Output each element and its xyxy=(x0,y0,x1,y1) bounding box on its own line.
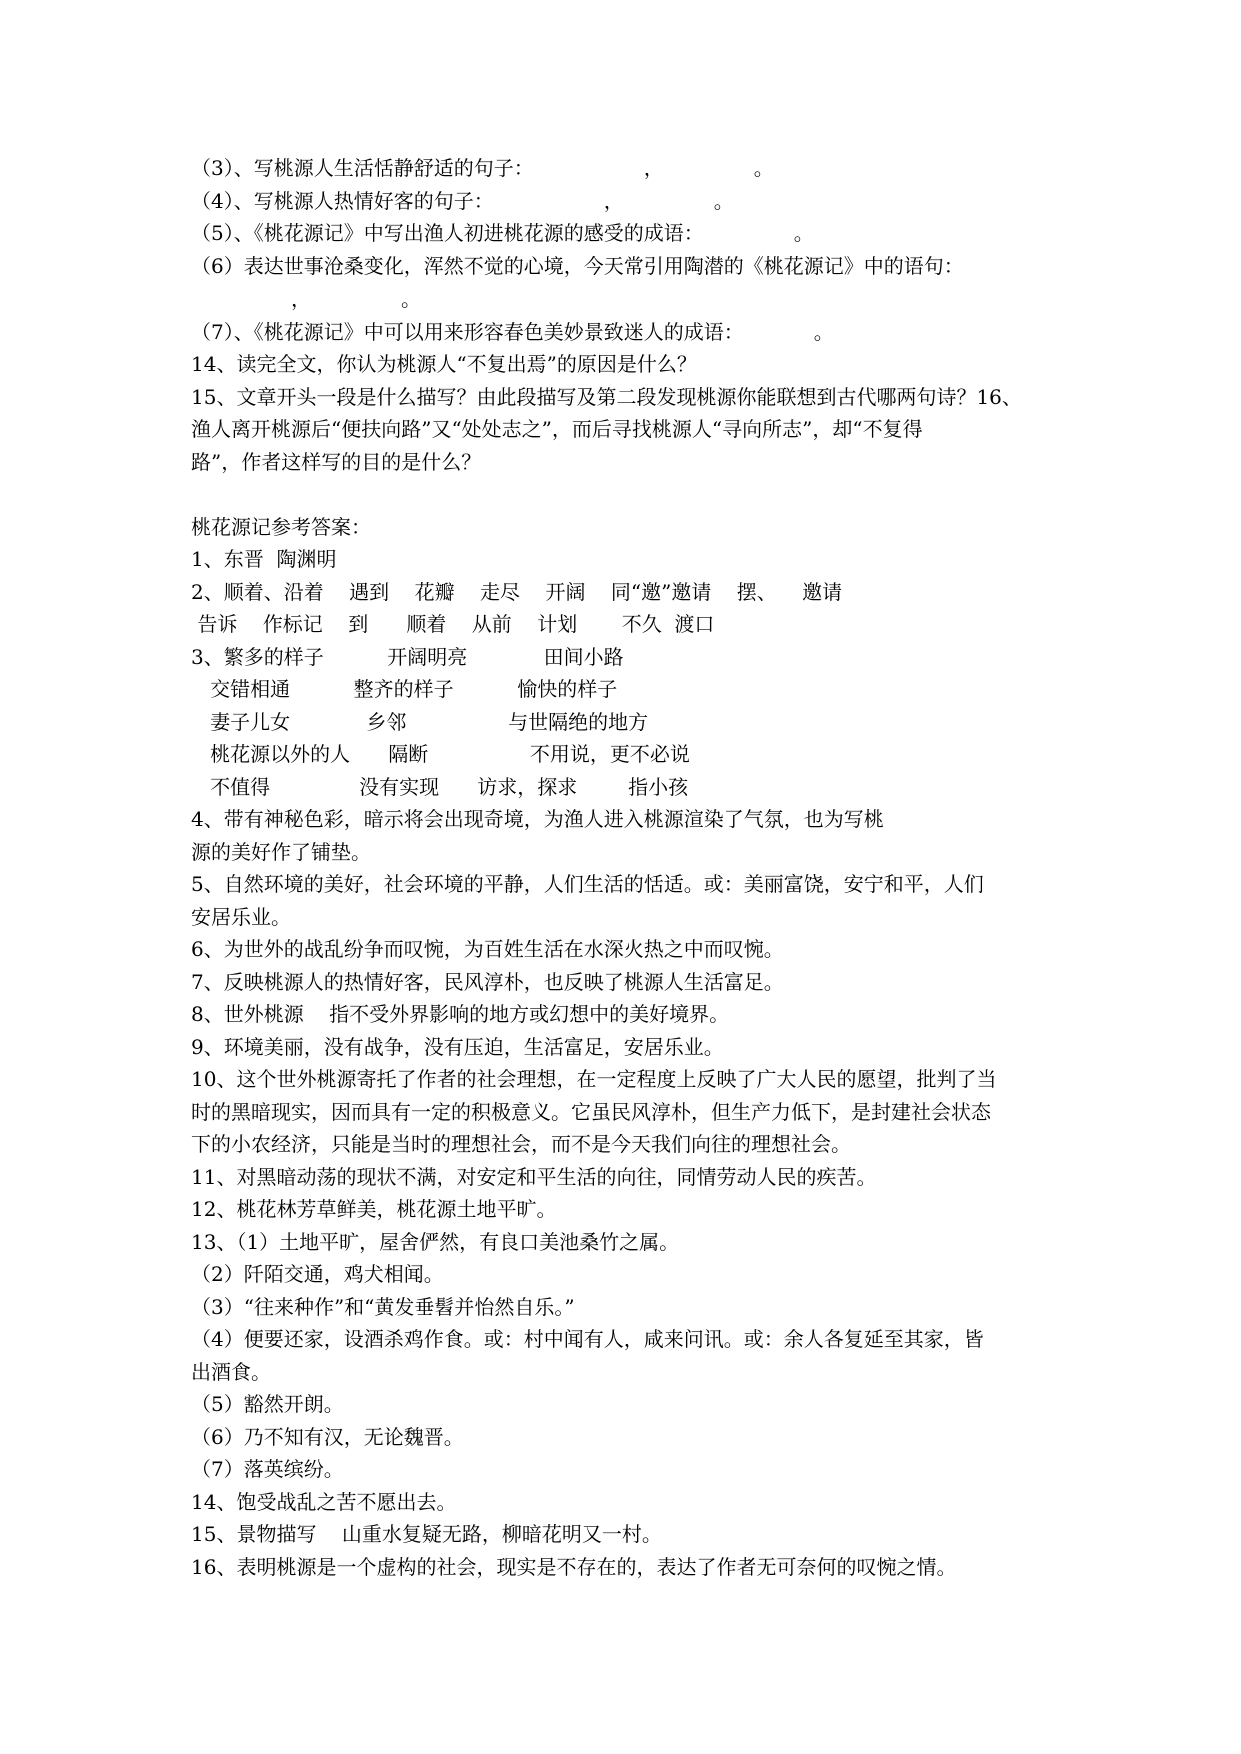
answer-13-2: （2）阡陌交通，鸡犬相闻。 xyxy=(191,1262,444,1286)
answer-7: 7、反映桃源人的热情好客，民风淳朴，也反映了桃源人生活富足。 xyxy=(191,970,784,994)
answer-13-4-line1: （4）便要还家，设酒杀鸡作食。或：村中闻有人，咸来问讯。或：余人各复延至其家，皆 xyxy=(191,1327,984,1351)
answer-13-7: （7）落英缤纷。 xyxy=(191,1457,344,1481)
question-13-4: （4）、写桃源人热情好客的句子： ， 。 xyxy=(191,189,734,213)
answer-11: 11、对黑暗动荡的现状不满，对安定和平生活的向往，同情劳动人民的疾苦。 xyxy=(191,1165,877,1189)
answer-12: 12、桃花林芳草鲜美，桃花源土地平旷。 xyxy=(191,1197,557,1221)
answer-5-line2: 安居乐业。 xyxy=(191,905,291,929)
question-15-line1: 15、文章开头一段是什么描写？由此段描写及第二段发现桃源你能联想到古代哪两句诗？16、 xyxy=(191,385,1022,409)
answer-13-1: 13、（1）土地平旷，屋舍俨然，有良口美池桑竹之属。 xyxy=(191,1230,680,1254)
question-15-line2: 渔人离开桃源后“便扶向路”又“处处志之”，而后寻找桃源人“寻向所志”，却“不复得 xyxy=(191,417,923,441)
question-13-5: （5）、《桃花源记》中写出渔人初进桃花源的感受的成语： 。 xyxy=(191,221,814,245)
answers-title: 桃花源记参考答案： xyxy=(191,515,371,539)
answer-5-line1: 5、自然环境的美好，社会环境的平静，人们生活的恬适。或：美丽富饶，安宁和平，人们 xyxy=(191,872,984,896)
question-14: 14、读完全文，你认为桃源人“不复出焉”的原因是什么？ xyxy=(191,352,697,376)
answer-4-line1: 4、带有神秘色彩，暗示将会出现奇境，为渔人进入桃源渲染了气氛，也为写桃 xyxy=(191,807,884,831)
answer-10-line2: 时的黑暗现实，因而具有一定的积极意义。它虽民风淳朴，但生产力低下，是封建社会状态 xyxy=(191,1100,991,1124)
answer-16: 16、表明桃源是一个虚构的社会，现实是不存在的，表达了作者无可奈何的叹惋之情。 xyxy=(191,1555,957,1579)
answer-13-6: （6）乃不知有汉，无论魏晋。 xyxy=(191,1425,464,1449)
answer-13-3: （3）“往来种作”和“黄发垂髫并怡然自乐。” xyxy=(191,1295,575,1319)
answer-6: 6、为世外的战乱纷争而叹惋，为百姓生活在水深火热之中而叹惋。 xyxy=(191,937,784,961)
question-13-7: （7）、《桃花源记》中可以用来形容春色美妙景致迷人的成语： 。 xyxy=(191,320,834,344)
answer-3-line3: 妻子儿女 乡邻 与世隔绝的地方 xyxy=(191,710,649,734)
answer-3-line1: 3、繁多的样子 开阔明亮 田间小路 xyxy=(191,645,624,669)
answer-3-line2: 交错相通 整齐的样子 愉快的样子 xyxy=(191,677,618,701)
answer-1: 1、东晋 陶渊明 xyxy=(191,547,337,571)
answer-3-line5: 不值得 没有实现 访求，探求 指小孩 xyxy=(191,775,689,799)
answer-10-line1: 10、这个世外桃源寄托了作者的社会理想，在一定程度上反映了广大人民的愿望，批判了当 xyxy=(191,1067,997,1091)
question-13-6-line1: （6）表达世事沧桑变化，浑然不觉的心境，今天常引用陶潜的《桃花源记》中的语句： xyxy=(191,254,964,278)
question-15-line3: 路”，作者这样写的目的是什么？ xyxy=(191,450,482,474)
answer-13-4-line2: 出酒食。 xyxy=(191,1360,271,1384)
question-13-6-line2: ， 。 xyxy=(191,287,421,311)
answer-2-line1: 2、顺着、沿着 遇到 花瓣 走尽 开阔 同“邀”邀请 摆、 邀请 xyxy=(191,580,843,604)
answer-9: 9、环境美丽，没有战争，没有压迫，生活富足，安居乐业。 xyxy=(191,1035,724,1059)
answer-8: 8、世外桃源 指不受外界影响的地方或幻想中的美好境界。 xyxy=(191,1002,730,1026)
answer-14: 14、饱受战乱之苦不愿出去。 xyxy=(191,1490,457,1514)
question-13-3: （3）、写桃源人生活恬静舒适的句子： ， 。 xyxy=(191,156,774,180)
answer-15: 15、景物描写 山重水复疑无路，柳暗花明又一村。 xyxy=(191,1522,662,1546)
answer-2-line2: 告诉 作标记 到 顺着 从前 计划 不久 渡口 xyxy=(191,612,715,636)
answer-4-line2: 源的美好作了铺垫。 xyxy=(191,840,371,864)
answer-13-5: （5）豁然开朗。 xyxy=(191,1392,344,1416)
answer-10-line3: 下的小农经济，只能是当时的理想社会，而不是今天我们向往的理想社会。 xyxy=(191,1132,851,1156)
answer-3-line4: 桃花源以外的人 隔断 不用说，更不必说 xyxy=(191,742,690,766)
